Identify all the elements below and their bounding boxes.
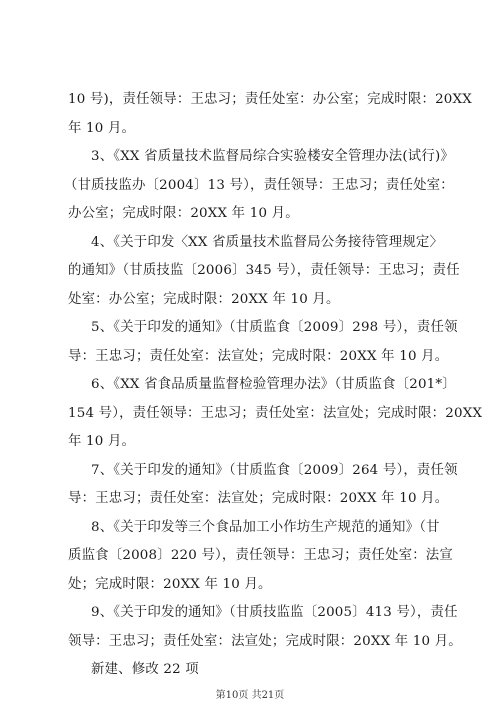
body-line-16: 8、《关于印发等三个食品加工小作坊生产规范的通知》（甘 xyxy=(91,520,440,535)
body-line-17: 质监食〔2008〕220 号），责任领导：王忠习；责任处室：法宣 xyxy=(68,548,453,563)
body-line-11: 6、《XX 省食品质量监督检验管理办法》（甘质监食〔201*〕 xyxy=(91,377,456,392)
body-line-13: 年 10 月。 xyxy=(68,434,136,449)
body-line-19: 9、《关于印发的通知》（甘质技监监〔2005〕413 号），责任 xyxy=(91,605,458,620)
body-line-21: 新建、修改 22 项 xyxy=(91,662,199,677)
body-line-18: 处；完成时限：20XX 年 10 月。 xyxy=(68,577,272,592)
body-line-15: 导：王忠习；责任处室：法宣处；完成时限：20XX 年 10 月。 xyxy=(68,491,449,506)
body-line-8: 处室：办公室；完成时限：20XX 年 10 月。 xyxy=(68,292,340,307)
body-line-5: 办公室；完成时限：20XX 年 10 月。 xyxy=(68,206,299,221)
body-line-1: 10 号)，责任领导：王忠习；责任处室：办公室；完成时限：20XX xyxy=(68,92,472,107)
body-line-12: 154 号），责任领导：王忠习；责任处室：法宣处；完成时限：20XX xyxy=(68,406,483,421)
body-line-7: 的通知》（甘质技监〔2006〕345 号），责任领导：王忠习；责任 xyxy=(68,263,460,278)
body-line-9: 5、《关于印发的通知》（甘质监食〔2009〕298 号），责任领 xyxy=(91,320,458,335)
body-line-3: 3、《XX 省质量技术监督局综合实验楼安全管理办法(试行)》 xyxy=(91,149,454,164)
body-line-10: 导：王忠习；责任处室：法宣处；完成时限：20XX 年 10 月。 xyxy=(68,349,449,364)
page-footer: 第10页 共21页 xyxy=(215,690,285,701)
body-line-4: （甘质技监办〔2004〕13 号），责任领导：王忠习；责任处室： xyxy=(64,178,454,193)
body-line-6: 4、《关于印发〈XX 省质量技术监督局公务接待管理规定〉 xyxy=(91,235,444,250)
body-line-2: 年 10 月。 xyxy=(68,121,136,136)
body-line-20: 领导：王忠习；责任处室：法宣处；完成时限：20XX 年 10 月。 xyxy=(68,634,462,649)
body-line-14: 7、《关于印发的通知》（甘质监食〔2009〕264 号），责任领 xyxy=(91,463,458,478)
